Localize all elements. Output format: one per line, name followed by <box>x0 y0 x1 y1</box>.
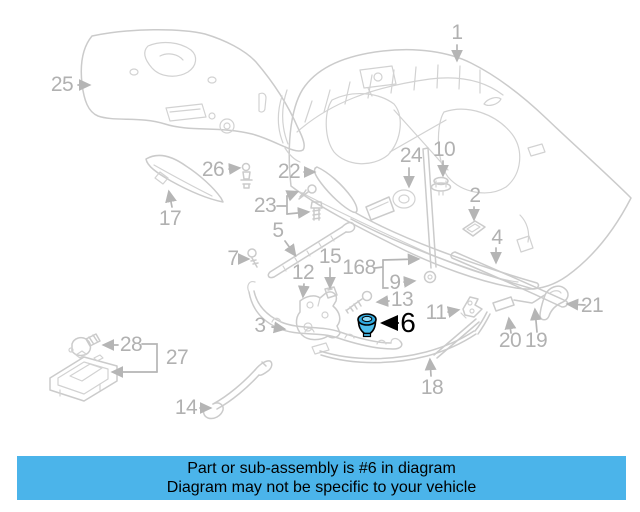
callout-24: 24 <box>399 144 423 167</box>
callout-12: 12 <box>291 261 315 284</box>
banner-line1: Part or sub-assembly is #6 in diagram <box>187 460 456 477</box>
highlighted-part-clip <box>358 314 376 337</box>
bumper-pad <box>463 221 485 236</box>
callout-27: 27 <box>165 346 189 369</box>
callout-9: 9 <box>389 271 401 294</box>
bolt-icon-23b <box>311 202 322 220</box>
lamp-assembly <box>50 334 117 401</box>
support-rod <box>204 361 272 419</box>
callout-26: 26 <box>201 158 225 181</box>
callout-22: 22 <box>277 160 301 183</box>
bolt-icon-7 <box>248 249 258 267</box>
callout-4: 4 <box>491 226 503 249</box>
callout-11: 11 <box>425 301 447 324</box>
callout-1: 1 <box>451 21 463 44</box>
banner-line2: Diagram may not be specific to your vehicle <box>166 479 477 496</box>
callout-15: 15 <box>318 245 342 268</box>
corner-wedge <box>366 197 394 220</box>
callout-168: 168 <box>342 256 376 279</box>
callout-3: 3 <box>254 314 266 337</box>
callout-5: 5 <box>272 219 284 242</box>
clip-icon-15 <box>325 281 337 298</box>
fastener-icons <box>241 164 372 314</box>
callout-14: 14 <box>174 396 198 419</box>
callout-23: 23 <box>253 194 277 217</box>
clip-icon-26 <box>241 164 252 189</box>
callout-7: 7 <box>227 247 239 270</box>
banner <box>17 456 626 500</box>
callout-2: 2 <box>469 184 481 207</box>
insulation-pad <box>81 30 304 151</box>
callout-20: 20 <box>498 329 522 352</box>
grommet <box>432 178 451 196</box>
callout-6: 6 <box>400 307 416 338</box>
callout-13: 13 <box>390 288 414 311</box>
callout-17: 17 <box>158 207 182 230</box>
callout-19: 19 <box>524 329 548 352</box>
callout-21: 21 <box>580 294 604 317</box>
callout-28: 28 <box>119 333 143 356</box>
callout-10: 10 <box>432 138 456 161</box>
callout-18: 18 <box>420 376 444 399</box>
callout-25: 25 <box>50 73 74 96</box>
hood-hinge <box>296 292 340 354</box>
screw-icon-13 <box>346 292 372 314</box>
latch-striker <box>461 297 482 318</box>
weatherstrip-seal <box>248 282 402 349</box>
